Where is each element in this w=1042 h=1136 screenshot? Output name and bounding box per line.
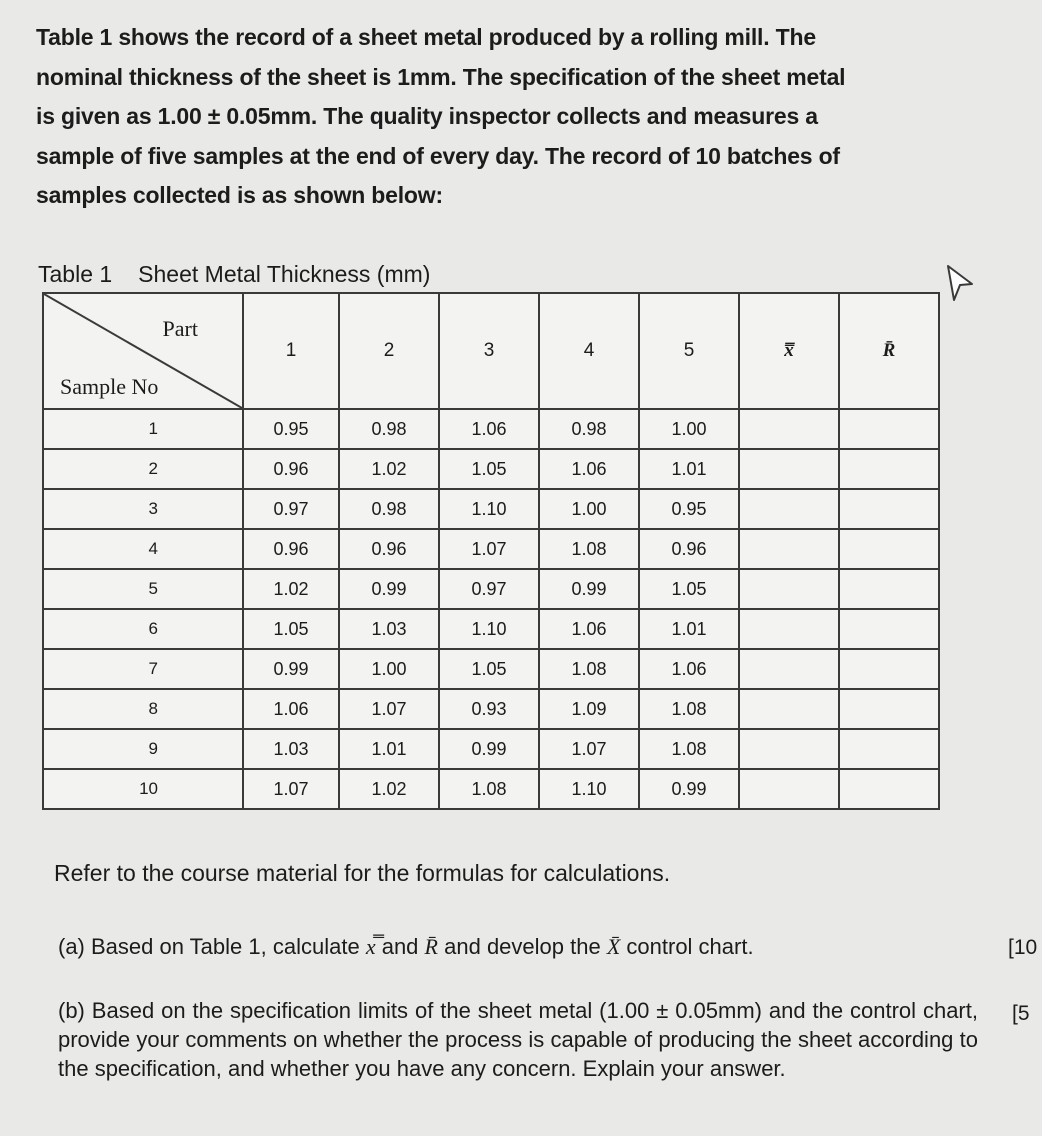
thickness-value-cell: 0.99 (243, 649, 339, 689)
sample-number-cell: 1 (43, 409, 243, 449)
thickness-value-cell: 0.99 (539, 569, 639, 609)
sample-no-label: Sample No (60, 374, 159, 399)
thickness-value-cell: 1.10 (439, 489, 539, 529)
xbar-value-cell (739, 409, 839, 449)
table-header-row (43, 293, 939, 409)
xbar-value-cell (739, 449, 839, 489)
thickness-value-cell: 0.99 (339, 569, 439, 609)
range-value-cell (839, 489, 939, 529)
thickness-value-cell: 1.05 (439, 449, 539, 489)
intro-line: sample of five samples at the end of every day. The record of 10 batches of (36, 142, 840, 169)
table-row (43, 449, 939, 489)
thickness-value-cell: 1.00 (539, 489, 639, 529)
sample-number-cell: 4 (43, 529, 243, 569)
thickness-table (42, 292, 940, 810)
range-value-cell (839, 449, 939, 489)
qa-text: control chart. (626, 934, 754, 959)
thickness-value-cell: 1.06 (243, 689, 339, 729)
part-label: Part (162, 316, 198, 341)
formula-note: Refer to the course material for the formulas for calculations. (54, 860, 671, 886)
intro-line: samples collected is as shown below: (36, 182, 443, 208)
xbar-value-cell (739, 769, 839, 809)
thickness-value-cell: 0.96 (243, 449, 339, 489)
range-value-cell (839, 769, 939, 809)
thickness-value-cell: 1.02 (339, 449, 439, 489)
thickness-value-cell: 0.99 (639, 769, 739, 809)
x-bar-symbol: X̄ (606, 934, 621, 959)
sample-number-cell: 10 (43, 769, 243, 809)
xbar-value-cell (739, 649, 839, 689)
thickness-value-cell: 1.08 (639, 729, 739, 769)
thickness-value-cell: 0.99 (439, 729, 539, 769)
x-double-bar-symbol: x̿ (365, 934, 376, 959)
thickness-value-cell: 1.09 (539, 689, 639, 729)
question-b-marks: [5 (1012, 1002, 1030, 1025)
thickness-value-cell: 1.06 (539, 449, 639, 489)
range-value-cell (839, 689, 939, 729)
table-row (43, 729, 939, 769)
sample-number-cell: 6 (43, 609, 243, 649)
table-row (43, 569, 939, 609)
thickness-value-cell: 1.08 (539, 649, 639, 689)
thickness-value-cell: 1.02 (243, 569, 339, 609)
xbar-value-cell (739, 729, 839, 769)
intro-line: Table 1 shows the record of a sheet metal produced by a rolling mill. The (36, 24, 816, 50)
table-row (43, 529, 939, 569)
corner-cell (43, 293, 243, 409)
thickness-value-cell: 1.01 (639, 449, 739, 489)
qa-text: (a) Based on Table 1, calculate (58, 934, 360, 959)
xbar-header: x̿ (739, 293, 839, 409)
thickness-value-cell: 1.06 (439, 409, 539, 449)
question-a-marks: [10 (1008, 936, 1038, 959)
range-value-cell (839, 609, 939, 649)
thickness-value-cell: 0.96 (243, 529, 339, 569)
r-header: R̄ (839, 293, 939, 409)
table-row (43, 689, 939, 729)
sample-number-cell: 9 (43, 729, 243, 769)
sample-number-cell: 3 (43, 489, 243, 529)
thickness-value-cell: 0.98 (339, 409, 439, 449)
thickness-value-cell: 1.06 (639, 649, 739, 689)
thickness-value-cell: 1.07 (439, 529, 539, 569)
sample-number-cell: 2 (43, 449, 243, 489)
thickness-value-cell: 1.08 (439, 769, 539, 809)
sample-number-cell: 5 (43, 569, 243, 609)
range-value-cell (839, 529, 939, 569)
qa-text: and develop the (444, 934, 601, 959)
table-row (43, 769, 939, 809)
thickness-value-cell: 1.10 (539, 769, 639, 809)
thickness-value-cell: 0.96 (339, 529, 439, 569)
thickness-value-cell: 0.93 (439, 689, 539, 729)
table-row (43, 489, 939, 529)
xbar-value-cell (739, 569, 839, 609)
thickness-value-cell: 0.98 (539, 409, 639, 449)
thickness-value-cell: 1.08 (639, 689, 739, 729)
thickness-value-cell: 1.08 (539, 529, 639, 569)
intro-line: nominal thickness of the sheet is 1mm. The specification of the sheet metal (36, 63, 846, 90)
intro-line: is given as 1.00 ± 0.05mm. The quality inspector collects and measures a (36, 103, 818, 129)
thickness-value-cell: 1.05 (439, 649, 539, 689)
thickness-value-cell: 1.01 (339, 729, 439, 769)
table-row (43, 609, 939, 649)
col-header: 3 (439, 293, 539, 409)
thickness-value-cell: 1.05 (639, 569, 739, 609)
thickness-value-cell: 1.03 (339, 609, 439, 649)
table-row (43, 649, 939, 689)
table-caption (38, 258, 430, 290)
thickness-value-cell: 1.10 (439, 609, 539, 649)
range-value-cell (839, 729, 939, 769)
range-value-cell (839, 649, 939, 689)
col-header: 4 (539, 293, 639, 409)
thickness-value-cell: 0.97 (243, 489, 339, 529)
qa-text: and (381, 934, 419, 959)
thickness-value-cell: 0.98 (339, 489, 439, 529)
range-value-cell (839, 409, 939, 449)
xbar-value-cell (739, 609, 839, 649)
thickness-value-cell: 1.00 (639, 409, 739, 449)
xbar-value-cell (739, 689, 839, 729)
sample-number-cell: 7 (43, 649, 243, 689)
thickness-value-cell: 1.00 (339, 649, 439, 689)
thickness-value-cell: 0.96 (639, 529, 739, 569)
thickness-value-cell: 1.05 (243, 609, 339, 649)
col-header: 5 (639, 293, 739, 409)
table-caption-number: Table 1 (38, 261, 113, 287)
table-caption-title: Sheet Metal Thickness (mm) (138, 261, 431, 287)
thickness-value-cell: 1.07 (539, 729, 639, 769)
thickness-value-cell: 0.95 (243, 409, 339, 449)
sample-number-cell: 8 (43, 689, 243, 729)
col-header: 1 (243, 293, 339, 409)
question-b: (b) Based on the specification limits of the sheet metal (1.00 ± 0.05mm) and the control chart, provide your comments on whether the process is capable of producing the sheet according to the specification, and whether you have any concern. Explain your answer. (58, 998, 978, 1081)
r-bar-symbol: R̄ (424, 934, 438, 959)
table-row (43, 409, 939, 449)
mouse-pointer-icon (946, 264, 974, 304)
xbar-value-cell (739, 489, 839, 529)
thickness-value-cell: 1.03 (243, 729, 339, 769)
xbar-value-cell (739, 529, 839, 569)
thickness-value-cell: 0.95 (639, 489, 739, 529)
thickness-value-cell: 1.06 (539, 609, 639, 649)
col-header: 2 (339, 293, 439, 409)
intro-paragraph (36, 18, 1006, 216)
thickness-value-cell: 1.07 (339, 689, 439, 729)
thickness-value-cell: 0.97 (439, 569, 539, 609)
thickness-value-cell: 1.01 (639, 609, 739, 649)
range-value-cell (839, 569, 939, 609)
thickness-value-cell: 1.07 (243, 769, 339, 809)
thickness-value-cell: 1.02 (339, 769, 439, 809)
question-a (58, 932, 978, 961)
